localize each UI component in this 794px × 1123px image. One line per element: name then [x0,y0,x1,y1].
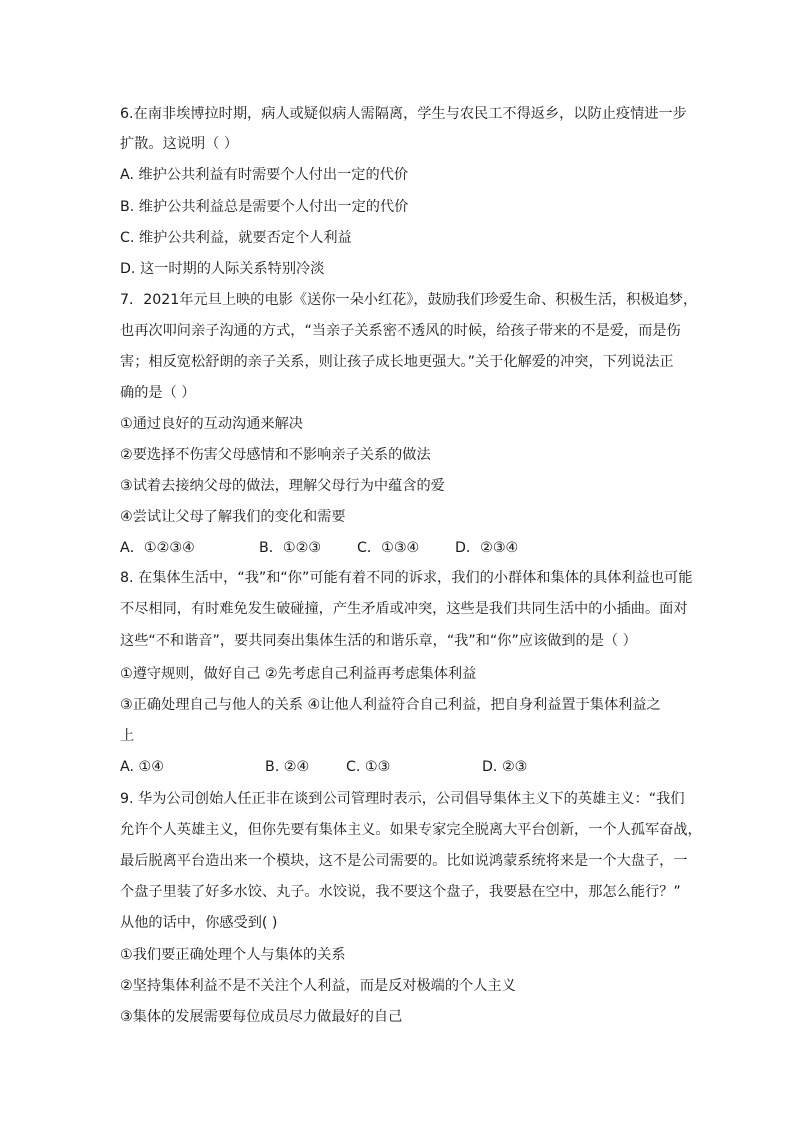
q8-option-d: D. ②③ [482,759,528,775]
q9-stem-line-1: 9. 华为公司创始人任正非在谈到公司管理时表示，公司倡导集体主义下的英雄主义：“我们 [120,791,685,807]
q7-item-1: ①通过良好的互动沟通来解决 [120,416,303,432]
q8-items-3-4: ③正确处理自己与他人的关系 ④让他人利益符合自己利益，把自身利益置于集体利益之 [120,697,661,713]
q9-stem-line-3: 最后脱离平台造出来一个模块，这不是公司需要的。比如说鸿蒙系统将来是一个大盘子，一 [120,853,688,869]
q7-option-c: C．①③④ [357,540,420,556]
q6-stem-line-1: 6.在南非埃博拉时期，病人或疑似病人需隔离，学生与农民工不得返乡，以防止疫情进一步 [120,106,687,122]
q7-stem-line-4: 确的是（ ） [120,385,196,401]
q8-stem-line-2: 不尽相同，有时难免发生破碰撞，产生矛盾或冲突，这些是我们共同生活中的小插曲。面对 [120,601,688,617]
q9-item-2: ②坚持集体利益不是不关注个人利益，而是反对极端的个人主义 [120,978,516,994]
q7-stem-line-3: 害；相反宽松舒朗的亲子关系，则让孩子成长地更强大。”关于化解爱的冲突，下列说法正 [120,354,674,370]
q7-item-4: ④尝试让父母了解我们的变化和需要 [120,509,346,525]
q6-option-d: D. 这一时期的人际关系特别冷淡 [120,261,325,277]
q7-stem-line-1: 7．2021年元旦上映的电影《送你一朵小红花》，鼓励我们珍爱生命、积极生活，积极追梦， [120,292,698,308]
q7-option-d: D．②③④ [455,540,519,556]
q9-stem-line-5: 从他的话中，你感受到( ) [120,915,278,931]
q8-option-a: A. ①④ [120,759,164,775]
q7-stem-line-2: 也再次叩问亲子沟通的方式，“当亲子关系密不透风的时候，给孩子带来的不是爱，而是伤 [120,323,681,339]
q9-item-1: ①我们要正确处理个人与集体的关系 [120,947,346,963]
q8-stem-line-3: 这些“不和谐音”，要共同奏出集体生活的和谐乐章，“我”和“你”应该做到的是（ ） [120,633,637,649]
q6-option-b: B. 维护公共利益总是需要个人付出一定的代价 [120,199,409,215]
q8-option-c: C. ①③ [346,759,391,775]
q8-stem-line-1: 8. 在集体生活中，“我”和“你”可能有着不同的诉求，我们的小群体和集体的具体利益也可能 [120,570,693,586]
q7-option-b: B．①②③ [259,540,322,556]
q8-option-b: B. ②④ [265,759,310,775]
q8-items-3-4-continued: 上 [120,728,135,744]
q9-stem-line-4: 个盘子里装了好多水饺、丸子。水饺说，我不要这个盘子，我要悬在空中，那怎么能行？” [120,884,681,900]
q6-stem-line-2: 扩散。这说明（ ） [120,136,239,152]
q9-stem-line-2: 允许个人英雄主义，但你先要有集体主义。如果专家完全脱离大平台创新，一个人孤军奋战， [120,822,702,838]
q7-item-3: ③试着去接纳父母的做法，理解父母行为中蕴含的爱 [120,478,445,494]
q8-items-1-2: ①遵守规则，做好自己 ②先考虑自己利益再考虑集体利益 [120,666,477,682]
q6-option-a: A. 维护公共利益有时需要个人付出一定的代价 [120,167,409,183]
q7-item-2: ②要选择不伤害父母感情和不影响亲子关系的做法 [120,447,431,463]
q7-option-a: A．①②③④ [120,540,195,556]
q6-option-c: C. 维护公共利益，就要否定个人利益 [120,230,352,246]
q9-item-3: ③集体的发展需要每位成员尽力做最好的自己 [120,1009,403,1025]
